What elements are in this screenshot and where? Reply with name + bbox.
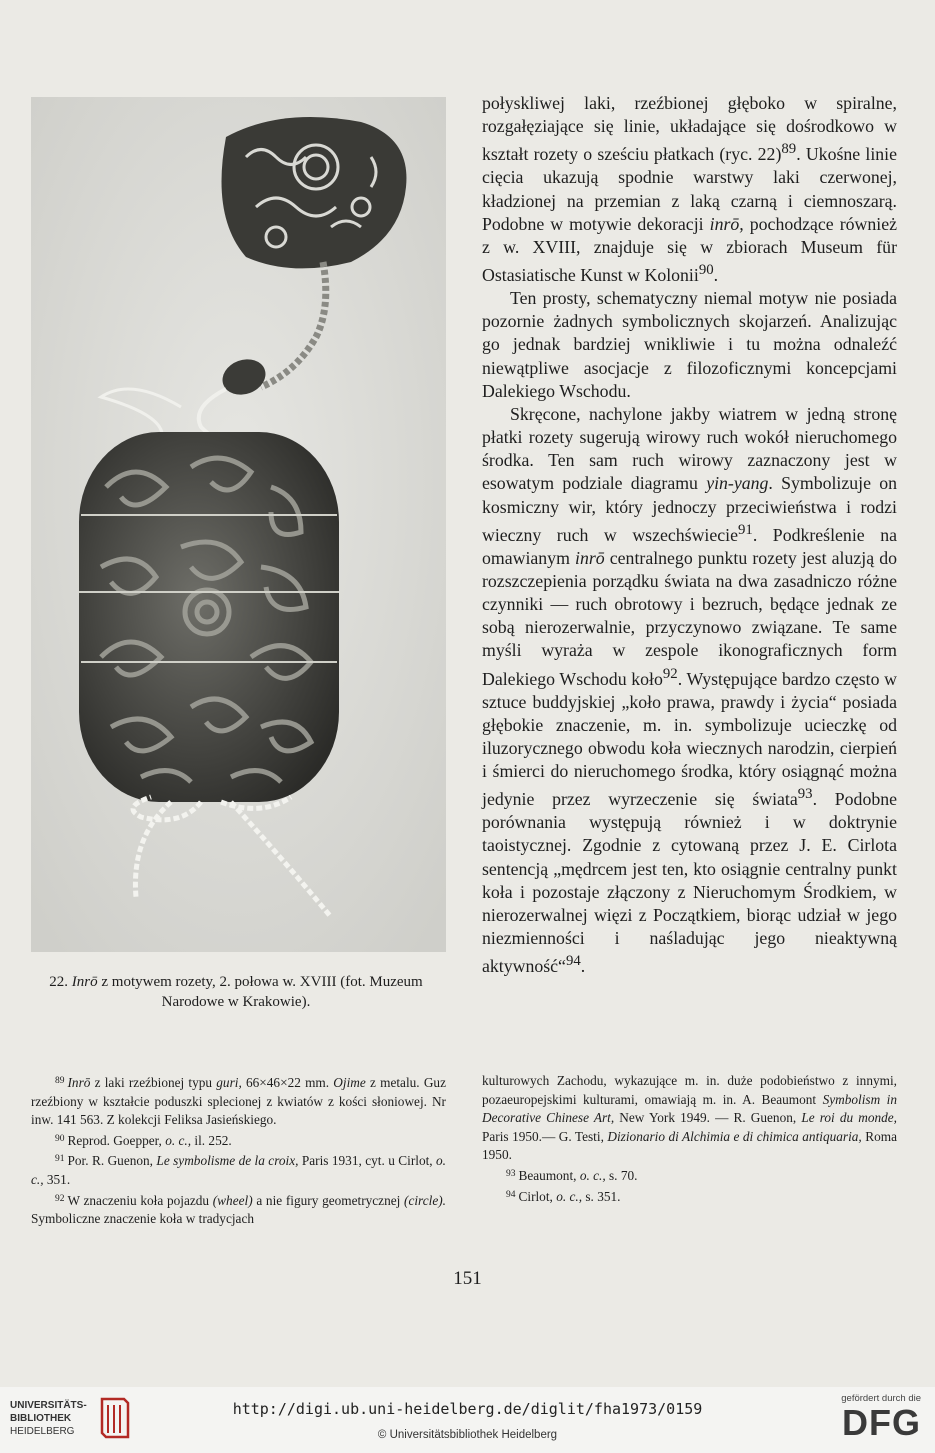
fn90-a: Reprod. Goepper, (67, 1132, 166, 1148)
footnote-number: 94 (506, 1189, 516, 1200)
fn92-cont-b: New York 1949. — R. Guenon, (614, 1110, 802, 1126)
p3-inro-term: inrō (575, 547, 605, 568)
fn92-b: a nie figury geometrycznej (252, 1192, 405, 1208)
footnote-number: 90 (55, 1133, 65, 1144)
paragraph-2: Ten prosty, schematyczny niemal motyw nie posiada pozornie żadnych symbolicznych skojarzeń. Analizując go jednak bardziej wnikliwie i tu można odnaleźć niewątpliwe asocjacje z filozoficznymi koncepcjami Dalekiego Wschodu. (482, 288, 897, 401)
fn92-c: Symboliczne znaczenie koła w tradycjach (31, 1211, 254, 1227)
footnote-ref-93: 93 (797, 786, 813, 803)
library-line-1: UNIVERSITÄTS- (10, 1400, 87, 1411)
footnote-number: 91 (55, 1154, 65, 1165)
fn92-cont-title1: Symbolism in Decorative Chinese Art, (482, 1091, 897, 1126)
yin-yang-term: yin-yang (706, 473, 769, 494)
page-number: 151 (453, 1268, 482, 1289)
p3-part-c: . Podkreślenie na omawianym (482, 524, 897, 568)
footnote-93 (482, 1165, 897, 1186)
fn89-guri: guri, (216, 1075, 242, 1090)
p3-dot: . (580, 956, 586, 977)
p3-part-a: Skręcone, nachylone jakby wiatrem w jedną stronę płatki rozety sugerują wirowy ruch wokół nieruchomego środka. Ten sam ruch wirowy zaznaczony jest w esowatym podziale diagramu (482, 403, 897, 494)
fn89-inro: Inrō (67, 1075, 91, 1090)
p3-part-b: . Symbolizuje on kosmiczny wir, który jednoczy przeciwieństwa i rodzi wieczny ruch w wszechświecie (482, 473, 897, 545)
p3-part-e: . Występujące bardzo często w sztuce buddyjskiej „koło prawa, prawdy i życia“ posiada głębokie znaczenie, m. in. symbolizuje ucieczkę od iluzorycznego obwodu koła wiecznych narodzin, cierpień i śmierci do nieruchomego środka, który osiągnąć można jedynie przez wyrzeczenie się świata (482, 668, 897, 810)
dfg-wordmark: DFG (842, 1402, 921, 1443)
figure-caption (22, 972, 450, 1012)
p1-text-end: . Ukośne linie cięcia ukazują spodnie warstwy laki czerwonej, kładzionej na przemian z laką czarną i ciemnoszarą. Podobne w motywie dekoracji (482, 144, 897, 234)
fn89-ojime: Ojime (333, 1075, 366, 1090)
fn92-cont-a: kulturowych Zachodu, wykazujące m. in. duże podobieństwo z innymi, pozaeuropejskimi kulturami, omawiają m. in. A. Beaumont (482, 1073, 897, 1107)
fn92-cont-title2: Le roi du monde, (801, 1110, 897, 1126)
funded-by-label: gefördert durch die (841, 1393, 921, 1404)
footnote-89 (31, 1072, 446, 1130)
fn91-a: Por. R. Guenon, (67, 1153, 157, 1169)
p3-part-d: centralnego punktu rozety jest aluzją do rozszczepienia porządku świata na dwa zasadniczo różne czynniki — ruch obrotowy i bezruch, będące jednak ze sobą nierozerwalnie, przyczynowo związane. Te same myśli wyraża w zespole ikonograficznych form Dalekiego Wschodu koło (482, 547, 897, 689)
fn93-b: s. 70. (605, 1167, 638, 1183)
fn91-oc: o. c., (31, 1153, 447, 1187)
footnotes-right-column (482, 1072, 897, 1206)
paragraph-3 (482, 403, 897, 978)
caption-text: z motywem rozety, 2. połowa w. XVIII (fot. Muzeum Narodowe w Krakowie). (97, 974, 423, 1010)
fn92-cont-d: Roma 1950. (482, 1128, 897, 1163)
footnote-number: 93 (506, 1168, 516, 1179)
fn94-oc: o. c., (556, 1188, 583, 1204)
dfg-logo[interactable] (811, 1393, 921, 1441)
fn93-oc: o. c., (579, 1167, 606, 1183)
fn94-b: s. 351. (582, 1188, 621, 1204)
library-line-2: BIBLIOTHEK (10, 1413, 72, 1424)
paragraph-1 (482, 92, 897, 287)
fn89-c: z metalu. Guz rzeźbiony w kształcie poduszki splecionej z kwiatów z kości słoniowej. Nr inw. 141 563. Z kolekcji Feliksa Jasieńskiego. (31, 1075, 446, 1128)
fn89-a: z laki rzeźbionej typu (90, 1075, 217, 1090)
fn92-a: W znaczeniu koła pojazdu (67, 1192, 213, 1208)
p1-tail: pochodzące również z w. XVIII, znajduje się w zbiorach Museum für Ostasiatische Kunst w Kolonii (482, 213, 898, 285)
caption-inro-term: Inrō (71, 974, 98, 990)
library-line-3: HEIDELBERG (10, 1426, 75, 1437)
permalink-url[interactable]: http://digi.ub.uni-heidelberg.de/diglit/fha1973/0159 (232, 1400, 703, 1418)
footnote-92 (31, 1190, 446, 1229)
p1-text: połyskliwej laki, rzeźbionej głęboko w spiralne, rozgałęziające się linie, układające się dośrodkowo w kształt rozety o sześciu płatkach (ryc. 22) (482, 93, 897, 165)
main-text-column (482, 92, 897, 978)
p3-part-f: . Podobne porównania występują również i w doktrynie taoistycznej. Zgodnie z cytowaną przez J. E. Cirlota sentencją „mędrcem jest ten, kto osiągnie centralny punkt koła i pozostaje złączony z Nieruchomym Środkiem, w nierozerwalnej więzi z Początkiem, biorąc udział w jego niezmienności i naśladując jego nieaktywną aktywność“ (482, 789, 898, 977)
fn93-a: Beaumont, (518, 1167, 580, 1183)
footnote-ref-92: 92 (662, 665, 678, 682)
footnote-ref-90: 90 (698, 262, 714, 279)
footnote-94 (482, 1186, 897, 1207)
fn92-cont-c: Paris 1950.— G. Testi, (482, 1128, 608, 1144)
footnote-90 (31, 1130, 446, 1151)
inro-photograph (31, 97, 446, 952)
footnote-number: 89 (55, 1076, 65, 1086)
copyright-notice: © Universitätsbibliothek Heidelberg (377, 1429, 558, 1441)
inro-body (79, 432, 339, 802)
fn91-c: 351. (43, 1171, 71, 1187)
digitization-footer (0, 1387, 935, 1453)
footnote-ref-89: 89 (781, 141, 797, 158)
fn94-a: Cirlot, (518, 1188, 557, 1204)
fn91-title: Le symbolisme de la croix, (156, 1153, 299, 1169)
footnote-number: 92 (55, 1193, 65, 1204)
fn92-circle: (circle). (404, 1192, 446, 1208)
fn89-b: 66×46×22 mm. (241, 1075, 334, 1090)
footnote-92-continued (482, 1072, 897, 1165)
fn91-b: Paris 1931, cyt. u Cirlot, (298, 1153, 437, 1169)
footnote-91 (31, 1150, 446, 1189)
fn92-wheel: (wheel) (212, 1192, 253, 1208)
fn90-b: il. 252. (191, 1132, 232, 1148)
p1-inro-term: inrō, (709, 213, 744, 234)
caption-number: 22. (49, 974, 72, 990)
p1-dot: . (713, 264, 719, 285)
footnote-ref-91: 91 (737, 521, 753, 538)
fn90-oc: o. c., (165, 1132, 192, 1148)
fn92-cont-title3: Dizionario di Alchimia e di chimica antiquaria, (607, 1128, 862, 1144)
inro-illustration (31, 97, 446, 952)
footnotes-left-column (31, 1072, 446, 1229)
footnote-ref-94: 94 (565, 953, 581, 970)
